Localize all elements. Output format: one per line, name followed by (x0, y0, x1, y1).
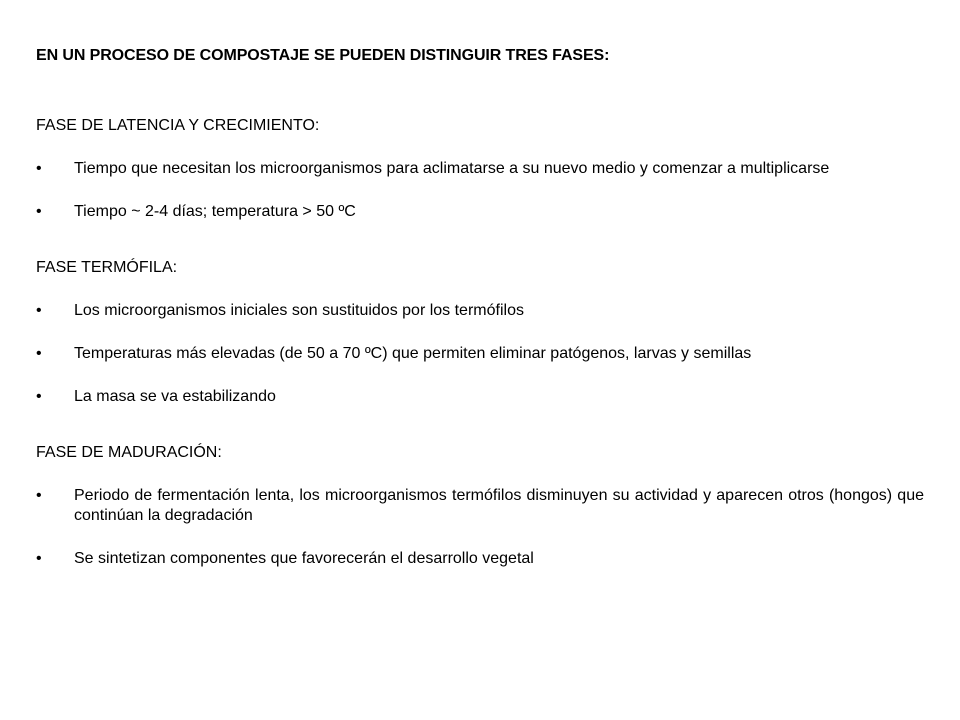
section-maduracion (36, 443, 924, 569)
bullet-list-termofila (36, 301, 924, 407)
list-item (36, 202, 924, 222)
slide-content (36, 46, 924, 569)
bullet-icon: • (36, 302, 42, 319)
section-heading-latencia: FASE DE LATENCIA Y CRECIMIENTO: (36, 117, 320, 134)
list-item (36, 486, 924, 526)
bullet-icon: • (36, 160, 42, 177)
page-title: EN UN PROCESO DE COMPOSTAJE SE PUEDEN DISTINGUIR TRES FASES: (36, 47, 610, 64)
list-item (36, 387, 924, 407)
list-item (36, 344, 924, 364)
list-item (36, 301, 924, 321)
bullet-list-latencia (36, 159, 924, 222)
section-termofila (36, 258, 924, 407)
section-latencia (36, 116, 924, 222)
bullet-icon: • (36, 345, 42, 362)
list-item (36, 549, 924, 569)
bullet-text: Tiempo que necesitan los microorganismos para aclimatarse a su nuevo medio y comenzar a multiplicarse (74, 160, 830, 177)
bullet-icon: • (36, 203, 42, 220)
bullet-icon: • (36, 487, 42, 504)
bullet-text: Temperaturas más elevadas (de 50 a 70 ºC) que permiten eliminar patógenos, larvas y semillas (74, 345, 752, 362)
section-heading-maduracion: FASE DE MADURACIÓN: (36, 444, 222, 461)
bullet-text: Se sintetizan componentes que favorecerán el desarrollo vegetal (74, 550, 534, 567)
bullet-list-maduracion (36, 486, 924, 569)
section-heading-termofila: FASE TERMÓFILA: (36, 259, 178, 276)
bullet-icon: • (36, 388, 42, 405)
bullet-icon: • (36, 550, 42, 567)
bullet-text: Tiempo ~ 2-4 días; temperatura > 50 ºC (74, 203, 356, 220)
bullet-text: Los microorganismos iniciales son sustituidos por los termófilos (74, 302, 524, 319)
bullet-text: La masa se va estabilizando (74, 388, 276, 405)
list-item (36, 159, 924, 179)
bullet-text: Periodo de fermentación lenta, los microorganismos termófilos disminuyen su actividad y aparecen otros (hongos) que continúan la degradación (74, 487, 924, 524)
